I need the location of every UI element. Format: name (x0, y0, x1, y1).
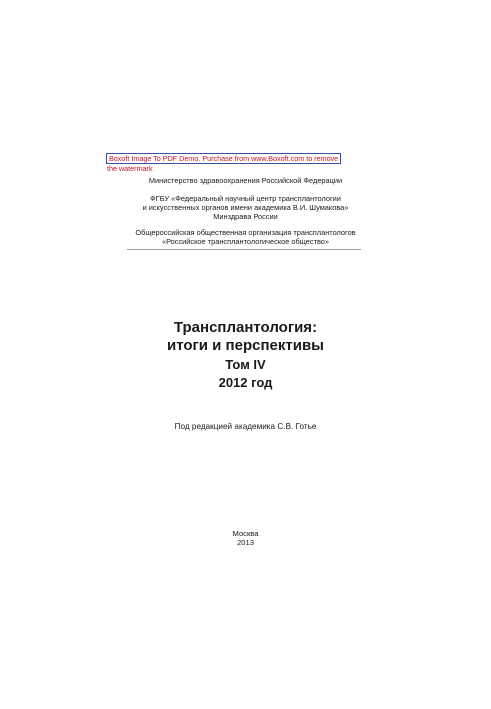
imprint-city: Москва (232, 529, 259, 538)
ministry-name: Министерство здравоохранения Российской Федерации (148, 176, 343, 185)
title-line-1: Трансплантология: (173, 319, 318, 336)
volume-label: Том IV (225, 357, 266, 372)
watermark-line-1: Boxoft Image To PDF Demo. Purchase from www.Boxoft.com to remove (106, 153, 341, 164)
header-divider (127, 249, 361, 250)
institution-line-3: Минздрава России (213, 212, 278, 221)
imprint-year: 2013 (237, 538, 254, 547)
editor-line: Под редакцией академика С.В. Готье (174, 422, 317, 431)
society-line-1: Общероссийская общественная организация трансплантологов (135, 228, 356, 237)
title-line-2: итоги и перспективы (167, 337, 324, 354)
watermark (106, 153, 346, 173)
society-line-2: «Российское трансплантологическое общество» (161, 237, 330, 246)
watermark-line-2: the watermark (107, 164, 153, 173)
institution-line-1: ФГБУ «Федеральный научный центр трансплантологии (150, 194, 341, 203)
institution-line-2: и искусственных органов имени академика В.И. Шумакова» (142, 203, 349, 212)
year-label: 2012 год (218, 375, 273, 390)
